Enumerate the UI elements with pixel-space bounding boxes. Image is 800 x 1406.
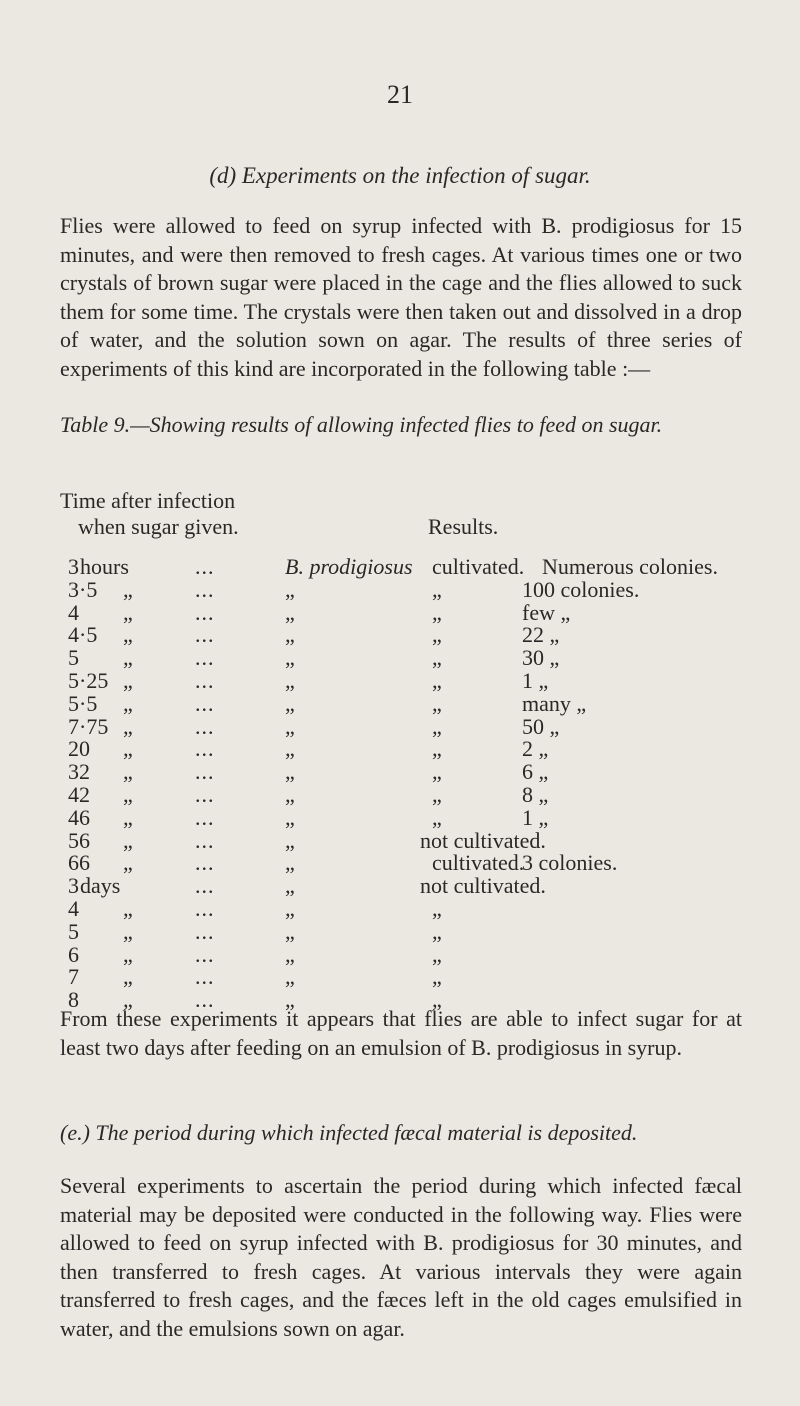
table-row bbox=[0, 624, 800, 646]
row-cultivation: „ bbox=[432, 964, 442, 990]
row-result: 6 „ bbox=[522, 759, 549, 785]
section-e-paragraph: Several experiments to ascertain the period during which infected fæcal material may be deposited were conducted in the following way. Flies were allowed to feed on syrup infected with B. prodigiosus for 30 minutes, and then transferred to fresh cages. At various intervals they were again transferred to fresh cages, and the fæces left in the old cages emulsified in water, and the emulsions sown on agar. bbox=[60, 1173, 742, 1341]
row-unit: „ bbox=[123, 918, 133, 944]
row-time: 56 bbox=[68, 827, 90, 853]
row-result: 1 „ bbox=[522, 804, 549, 830]
row-dots: ... bbox=[195, 918, 215, 944]
row-time: 66 bbox=[68, 850, 90, 876]
table-row bbox=[0, 941, 800, 967]
row-time: 32 bbox=[68, 759, 90, 785]
row-unit: „ bbox=[123, 713, 133, 739]
row-dots: ... bbox=[195, 713, 215, 739]
table-header-time-line1: Time after infection bbox=[60, 488, 236, 513]
row-unit: „ bbox=[123, 576, 133, 602]
table-row bbox=[0, 875, 800, 897]
row-time: 4·5 bbox=[68, 622, 98, 648]
row-dots: ... bbox=[195, 827, 215, 853]
row-cultivation: „ bbox=[432, 576, 442, 602]
table-row bbox=[0, 599, 800, 625]
table-row bbox=[0, 966, 800, 988]
row-unit: „ bbox=[123, 850, 133, 876]
table-row bbox=[0, 556, 800, 578]
row-result: few „ bbox=[522, 599, 571, 625]
row-time: 46 bbox=[68, 804, 90, 830]
row-time: 3 bbox=[68, 554, 79, 579]
row-cultivation: not cultivated. bbox=[420, 873, 546, 899]
row-dots: ... bbox=[195, 736, 215, 762]
row-cultivation: „ bbox=[432, 896, 442, 921]
row-organism: „ bbox=[285, 896, 295, 921]
row-organism: „ bbox=[285, 850, 295, 876]
table-row bbox=[0, 852, 800, 874]
table-row bbox=[0, 690, 800, 716]
table-caption: Table 9.—Showing results of allowing infected flies to feed on sugar. bbox=[60, 412, 663, 437]
row-cultivation: „ bbox=[432, 782, 442, 807]
row-unit: days bbox=[80, 873, 121, 899]
row-time: 3 bbox=[68, 873, 79, 899]
row-dots: ... bbox=[195, 941, 215, 967]
row-organism: „ bbox=[285, 918, 295, 944]
table-header-time-line2: when sugar given. bbox=[78, 514, 239, 539]
row-result: 50 „ bbox=[522, 713, 560, 739]
row-dots: ... bbox=[195, 964, 215, 990]
row-dots: ... bbox=[195, 759, 215, 785]
row-dots: ... bbox=[195, 554, 215, 579]
row-time: 5·5 bbox=[68, 690, 98, 716]
table-row bbox=[0, 827, 800, 853]
row-time: 5 bbox=[68, 645, 79, 671]
row-unit: „ bbox=[123, 804, 133, 830]
row-organism: B. prodigiosus bbox=[285, 554, 413, 579]
row-unit: „ bbox=[123, 622, 133, 648]
row-cultivation: „ bbox=[432, 987, 442, 1013]
row-organism: „ bbox=[285, 668, 295, 693]
row-unit: „ bbox=[123, 690, 133, 716]
table-row bbox=[0, 647, 800, 669]
row-time: 20 bbox=[68, 736, 90, 762]
row-organism: „ bbox=[285, 713, 295, 739]
row-cultivation: „ bbox=[432, 918, 442, 944]
row-dots: ... bbox=[195, 873, 215, 899]
row-result: 30 „ bbox=[522, 645, 560, 671]
conclusion-paragraph: From these experiments it appears that flies are able to infect sugar for at least two days after feeding on an emulsion of B. prodigiosus in syrup. bbox=[60, 1006, 742, 1060]
row-cultivation: „ bbox=[432, 690, 442, 716]
row-time: 7·75 bbox=[68, 713, 109, 739]
page-number: 21 bbox=[387, 80, 413, 109]
row-cultivation: „ bbox=[432, 668, 442, 693]
row-organism: „ bbox=[285, 941, 295, 967]
table-header-results: Results. bbox=[428, 514, 499, 539]
row-dots: ... bbox=[195, 850, 215, 876]
row-result: many „ bbox=[522, 690, 587, 716]
row-cultivation: „ bbox=[432, 622, 442, 648]
row-cultivation: „ bbox=[432, 736, 442, 762]
row-result: 1 „ bbox=[522, 668, 549, 693]
row-time: 5 bbox=[68, 918, 79, 944]
row-organism: „ bbox=[285, 987, 295, 1013]
row-cultivation: „ bbox=[432, 804, 442, 830]
row-time: 3·5 bbox=[68, 576, 98, 602]
row-organism: „ bbox=[285, 782, 295, 807]
table-row bbox=[0, 898, 800, 920]
row-dots: ... bbox=[195, 576, 215, 602]
row-cultivation: not cultivated. bbox=[420, 827, 546, 853]
row-unit: „ bbox=[123, 941, 133, 967]
table-row bbox=[0, 576, 800, 602]
row-dots: ... bbox=[195, 804, 215, 830]
row-organism: „ bbox=[285, 873, 295, 899]
row-cultivation: „ bbox=[432, 713, 442, 739]
section-e-heading: (e.) The period during which infected fæcal material is deposited. bbox=[60, 1120, 638, 1145]
row-time: 4 bbox=[68, 599, 79, 625]
row-result: Numerous colonies. bbox=[542, 554, 718, 579]
row-result: 2 „ bbox=[522, 736, 549, 762]
row-unit: „ bbox=[123, 987, 133, 1013]
row-unit: hours bbox=[80, 554, 129, 579]
row-dots: ... bbox=[195, 782, 215, 807]
row-organism: „ bbox=[285, 599, 295, 625]
row-cultivation: „ bbox=[432, 759, 442, 785]
row-result: 3 colonies. bbox=[522, 850, 618, 876]
row-dots: ... bbox=[195, 645, 215, 671]
section-d-paragraph: Flies were allowed to feed on syrup infected with B. prodigiosus for 15 minutes, and were then removed to fresh cages. At various times one or two crystals of brown sugar were placed in the cage and the flies allowed to suck them for some time. The crystals were then taken out and dissolved in a drop of water, and the solution sown on agar. The results of three series of experiments of this kind are incorporated in the following table :— bbox=[60, 213, 742, 381]
row-organism: „ bbox=[285, 576, 295, 602]
table-row bbox=[0, 670, 800, 692]
row-organism: „ bbox=[285, 736, 295, 762]
row-organism: „ bbox=[285, 622, 295, 648]
row-time: 8 bbox=[68, 987, 79, 1013]
row-unit: „ bbox=[123, 668, 133, 693]
row-unit: „ bbox=[123, 736, 133, 762]
section-d-heading: (d) Experiments on the infection of sugar. bbox=[209, 163, 591, 188]
row-unit: „ bbox=[123, 896, 133, 921]
row-cultivation: cultivated. bbox=[432, 554, 525, 579]
row-cultivation: „ bbox=[432, 645, 442, 671]
row-dots: ... bbox=[195, 668, 215, 693]
row-time: 4 bbox=[68, 896, 79, 921]
row-time: 6 bbox=[68, 941, 79, 967]
table-row bbox=[0, 738, 800, 760]
row-result: 22 „ bbox=[522, 622, 560, 648]
row-result: 100 colonies. bbox=[522, 576, 640, 602]
row-unit: „ bbox=[123, 759, 133, 785]
row-unit: „ bbox=[123, 645, 133, 671]
table-header-time bbox=[60, 488, 239, 540]
row-dots: ... bbox=[195, 622, 215, 648]
table-row bbox=[0, 918, 800, 944]
row-result: 8 „ bbox=[522, 782, 549, 807]
row-dots: ... bbox=[195, 987, 215, 1013]
row-organism: „ bbox=[285, 690, 295, 716]
table-row bbox=[0, 804, 800, 830]
row-dots: ... bbox=[195, 896, 215, 921]
row-organism: „ bbox=[285, 804, 295, 830]
row-organism: „ bbox=[285, 964, 295, 990]
row-unit: „ bbox=[123, 599, 133, 625]
row-unit: „ bbox=[123, 964, 133, 990]
row-time: 7 bbox=[68, 964, 79, 990]
row-cultivation: cultivated. bbox=[432, 850, 525, 876]
row-cultivation: „ bbox=[432, 599, 442, 625]
table-row bbox=[0, 713, 800, 739]
row-organism: „ bbox=[285, 759, 295, 785]
row-cultivation: „ bbox=[432, 941, 442, 967]
row-organism: „ bbox=[285, 827, 295, 853]
table-row bbox=[0, 784, 800, 806]
table-row bbox=[0, 761, 800, 783]
row-dots: ... bbox=[195, 599, 215, 625]
row-dots: ... bbox=[195, 690, 215, 716]
row-time: 5·25 bbox=[68, 668, 109, 693]
row-organism: „ bbox=[285, 645, 295, 671]
row-unit: „ bbox=[123, 782, 133, 807]
row-time: 42 bbox=[68, 782, 90, 807]
row-unit: „ bbox=[123, 827, 133, 853]
